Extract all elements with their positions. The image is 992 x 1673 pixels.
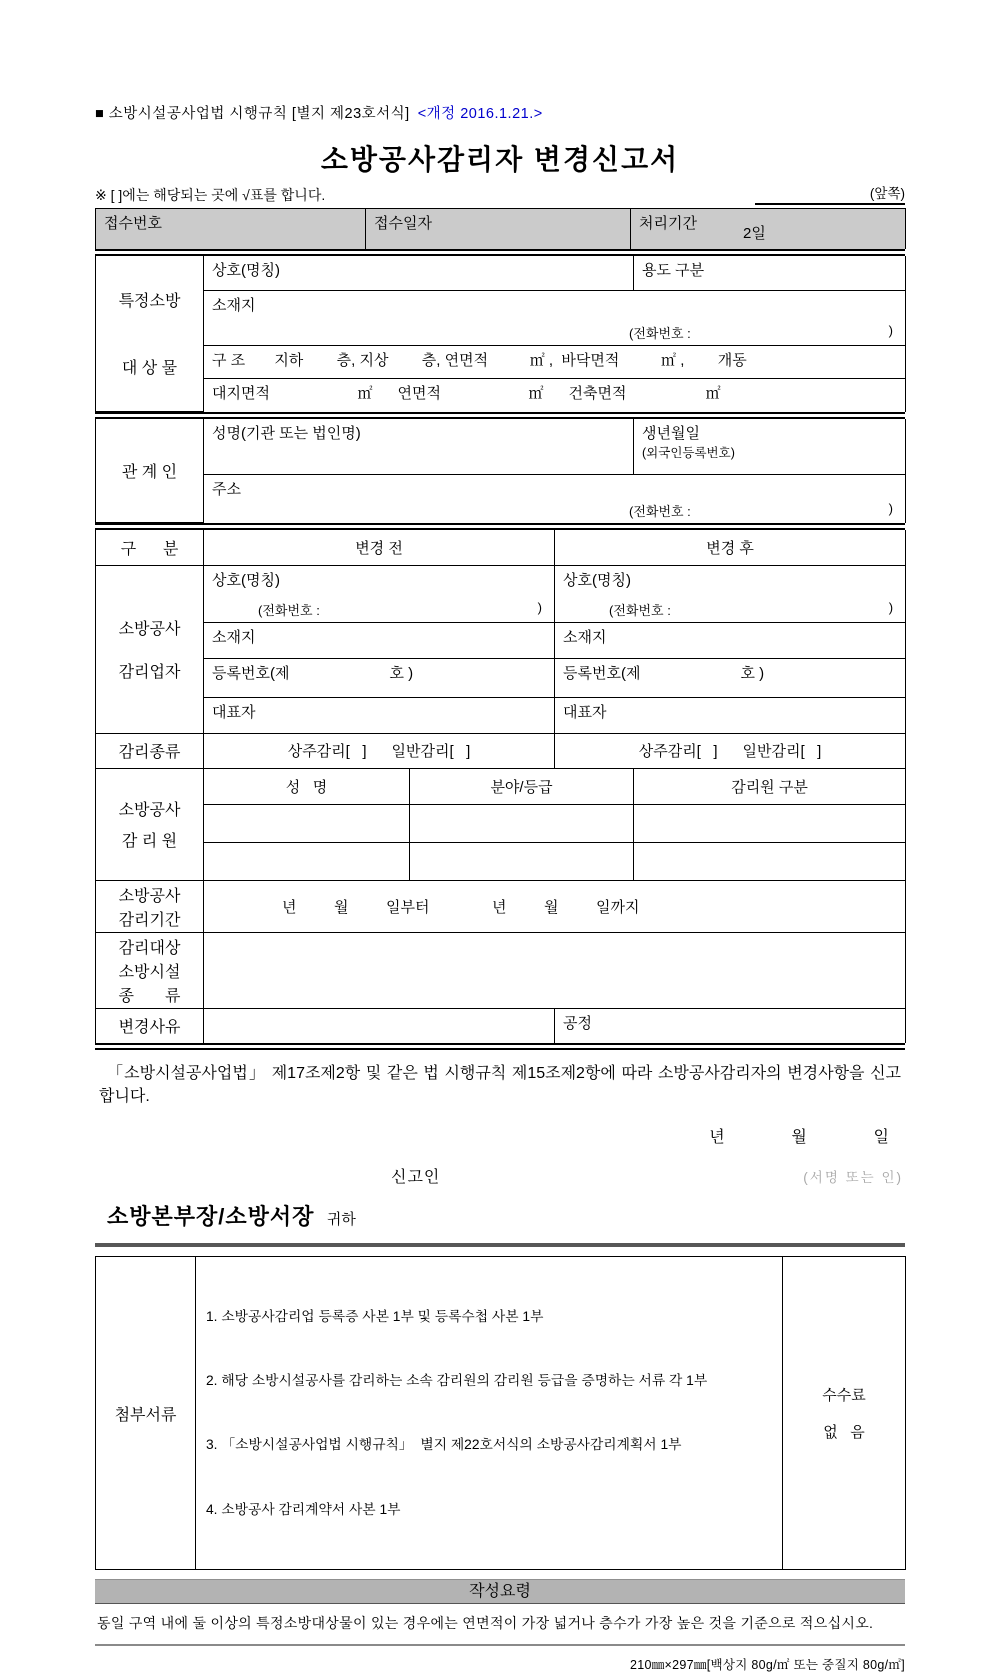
personnel-name-header: 성 명 bbox=[204, 768, 410, 804]
receipt-number-cell[interactable] bbox=[96, 209, 366, 249]
before-ceo-field[interactable]: 대표자 bbox=[204, 697, 555, 733]
personnel-name-field-2[interactable] bbox=[204, 842, 410, 880]
processing-period-label: 처리기간 bbox=[639, 215, 697, 232]
writing-guide-text: 동일 구역 내에 둘 이상의 특정소방대상물이 있는 경우에는 연면적이 가장 넓거나 층수가 가장 높은 것을 기준으로 적으십시오. bbox=[97, 1614, 874, 1631]
owner-phone-field[interactable]: (전화번호 : ) bbox=[629, 500, 893, 519]
declaration-date-line: 년 월 일 bbox=[709, 1129, 889, 1147]
supervision-type-label: 감리종류 bbox=[96, 733, 204, 768]
footer-divider bbox=[95, 1644, 905, 1646]
receipt-date-cell[interactable] bbox=[366, 209, 631, 249]
before-company-address-field[interactable]: 소재지 bbox=[204, 622, 555, 658]
target-structure-field[interactable]: 구 조 지하 층, 지상 층, 연면적 ㎡ , 바닥면적 ㎡ , 개동 bbox=[204, 346, 906, 379]
processing-period-cell bbox=[631, 209, 906, 249]
related-person-label: 관 계 인 bbox=[96, 419, 204, 523]
owner-address-field[interactable]: 주소 (전화번호 : ) bbox=[204, 474, 906, 523]
fee-cell bbox=[783, 1257, 906, 1569]
target-object-label: 특정소방 대 상 물 bbox=[96, 256, 204, 412]
receipt-date-label: 접수일자 bbox=[374, 215, 432, 232]
double-rule bbox=[95, 412, 905, 419]
before-company-name-field[interactable]: 상호(명칭) (전화번호 : ) bbox=[204, 565, 555, 622]
form-title: 소방공사감리자 변경신고서 bbox=[320, 144, 680, 175]
before-supervision-type-checkboxes[interactable]: 상주감리[ ] 일반감리[ ] bbox=[204, 733, 555, 768]
attachments-table bbox=[95, 1256, 906, 1569]
after-ceo-field[interactable]: 대표자 bbox=[555, 697, 906, 733]
receipt-number-label: 접수번호 bbox=[104, 215, 162, 232]
receipt-table bbox=[95, 208, 906, 249]
attachments-list bbox=[196, 1257, 783, 1569]
double-rule bbox=[95, 523, 905, 530]
attachment-item: 3. 「소방시설공사업법 시행규칙」 별지 제22호서식의 소방공사감리계획서 1부 bbox=[206, 1437, 682, 1453]
personnel-class-field-2[interactable] bbox=[634, 842, 906, 880]
before-change-header: 변경 전 bbox=[204, 530, 555, 565]
personnel-field-grade-field-1[interactable] bbox=[410, 804, 634, 842]
after-company-phone-field[interactable]: (전화번호 : ) bbox=[609, 599, 894, 618]
declaration-text: 「소방시설공사업법」 제17조제2항 및 같은 법 시행규칙 제15조제2항에 따라 소방공사감리자의 변경사항을 신고합니다. bbox=[99, 1065, 901, 1106]
attachments-label: 첨부서류 bbox=[96, 1257, 196, 1569]
form-ref-text: ■ 소방시설공사업법 시행규칙 [별지 제23호서식] bbox=[95, 106, 410, 122]
process-field[interactable]: 공정 bbox=[555, 1008, 906, 1043]
target-use-field[interactable]: 용도 구분 bbox=[634, 256, 906, 291]
form-content bbox=[95, 0, 905, 1673]
before-registration-number-field[interactable]: 등록번호(제 호 ) bbox=[204, 658, 555, 697]
signature-row bbox=[95, 1162, 905, 1186]
supervising-company-label: 소방공사 감리업자 bbox=[96, 565, 204, 733]
after-change-header: 변경 후 bbox=[555, 530, 906, 565]
personnel-class-header: 감리원 구분 bbox=[634, 768, 906, 804]
double-rule bbox=[95, 1043, 905, 1050]
attachment-item: 4. 소방공사 감리계약서 사본 1부 bbox=[206, 1501, 401, 1517]
target-address-field[interactable]: 소재지 (전화번호 : ) bbox=[204, 291, 906, 346]
applicant-label: 신고인 bbox=[391, 1169, 441, 1187]
form-reference bbox=[95, 0, 905, 123]
supervision-period-label: 소방공사 감리기간 bbox=[96, 880, 204, 932]
recipient-title: 소방본부장/소방서장 bbox=[107, 1204, 315, 1230]
after-company-name-field[interactable]: 상호(명칭) (전화번호 : ) bbox=[555, 565, 906, 622]
after-supervision-type-checkboxes[interactable]: 상주감리[ ] 일반감리[ ] bbox=[555, 733, 906, 768]
after-registration-number-field[interactable]: 등록번호(제 호 ) bbox=[555, 658, 906, 697]
recipient-line bbox=[95, 1200, 905, 1231]
double-rule bbox=[95, 249, 905, 256]
personnel-field-grade-field-2[interactable] bbox=[410, 842, 634, 880]
personnel-name-field-1[interactable] bbox=[204, 804, 410, 842]
writing-guide-banner: 작성요령 bbox=[95, 1579, 905, 1604]
personnel-field-grade-header: 분야/등급 bbox=[410, 768, 634, 804]
target-phone-field[interactable]: (전화번호 : ) bbox=[629, 323, 893, 341]
after-company-address-field[interactable]: 소재지 bbox=[555, 622, 906, 658]
note-row bbox=[95, 182, 905, 205]
division-label: 구 분 bbox=[96, 530, 204, 565]
recipient-honorific: 귀하 bbox=[326, 1211, 356, 1229]
change-detail-table bbox=[95, 530, 906, 1043]
attachment-item: 2. 해당 소방시설공사를 감리하는 소속 감리원의 감리원 등급을 증명하는 서류 각 1부 bbox=[206, 1373, 708, 1389]
before-company-phone-field[interactable]: (전화번호 : ) bbox=[258, 599, 543, 618]
supervision-period-field[interactable]: 년 월 일부터 년 월 일까지 bbox=[204, 880, 906, 932]
change-reason-field[interactable] bbox=[204, 1008, 555, 1043]
owner-birth-field[interactable]: 생년월일 (외국인등록번호) bbox=[634, 419, 906, 474]
subject-facility-field[interactable] bbox=[204, 932, 906, 1008]
change-reason-label: 변경사유 bbox=[96, 1008, 204, 1043]
fee-label: 수수료 bbox=[822, 1387, 866, 1404]
personnel-class-field-1[interactable] bbox=[634, 804, 906, 842]
front-side-label: (앞쪽) bbox=[755, 182, 905, 205]
related-person-table bbox=[95, 419, 906, 523]
supervisor-personnel-label: 소방공사 감 리 원 bbox=[96, 768, 204, 880]
fee-value: 없 음 bbox=[823, 1424, 865, 1441]
attachment-item: 1. 소방공사감리업 등록증 사본 1부 및 등록수첩 사본 1부 bbox=[206, 1309, 544, 1325]
checkbox-instruction: ※ [ ]에는 해당되는 곳에 √표를 합니다. bbox=[95, 187, 326, 203]
subject-facility-label: 감리대상 소방시설 종 류 bbox=[96, 932, 204, 1008]
target-object-table bbox=[95, 256, 906, 413]
owner-name-field[interactable]: 성명(기관 또는 법인명) bbox=[204, 419, 634, 474]
target-name-field[interactable]: 상호(명칭) bbox=[204, 256, 634, 291]
paper-spec-footer: 210㎜×297㎜[백상지 80g/㎡ 또는 중질지 80g/㎡] bbox=[629, 1657, 905, 1672]
processing-period-value: 2일 bbox=[743, 225, 766, 242]
revision-note: <개정 2016.1.21.> bbox=[417, 106, 543, 122]
thick-divider bbox=[95, 1243, 905, 1247]
target-area-field[interactable]: 대지면적 ㎡ 연면적 ㎡ 건축면적 ㎡ bbox=[204, 379, 906, 412]
signature-hint: (서명 또는 인) bbox=[803, 1170, 903, 1186]
